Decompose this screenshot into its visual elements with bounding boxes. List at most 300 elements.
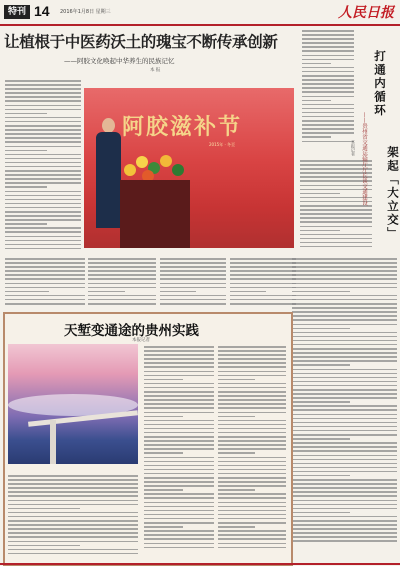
text-line bbox=[292, 487, 397, 489]
text-line bbox=[5, 186, 47, 188]
text-line bbox=[8, 541, 138, 543]
text-line bbox=[144, 371, 214, 373]
text-line bbox=[292, 266, 397, 268]
text-line bbox=[160, 299, 226, 301]
text-line bbox=[292, 369, 397, 371]
text-line bbox=[302, 91, 354, 93]
text-line bbox=[144, 379, 183, 381]
text-line bbox=[300, 238, 372, 240]
text-line bbox=[144, 399, 214, 401]
text-line bbox=[230, 299, 296, 301]
text-line bbox=[218, 440, 286, 442]
text-line bbox=[292, 520, 397, 522]
text-line bbox=[292, 446, 397, 448]
text-line bbox=[292, 401, 350, 403]
text-line bbox=[292, 360, 397, 362]
text-line bbox=[5, 199, 81, 201]
text-line bbox=[88, 291, 125, 293]
text-line bbox=[144, 432, 214, 434]
text-line bbox=[292, 483, 397, 485]
text-line bbox=[144, 530, 214, 532]
text-line bbox=[160, 266, 226, 268]
text-line bbox=[218, 538, 286, 540]
article-byline: 本报记者 bbox=[132, 338, 150, 343]
text-line bbox=[5, 278, 85, 280]
text-line bbox=[292, 426, 397, 428]
article-subtitle: ——贵州省交通运输厅厅长谈交通建设 bbox=[361, 112, 367, 206]
text-line bbox=[144, 457, 214, 459]
text-line bbox=[144, 514, 214, 516]
text-line bbox=[144, 407, 214, 409]
text-line bbox=[5, 266, 85, 268]
text-line bbox=[160, 270, 226, 272]
text-line bbox=[292, 377, 397, 379]
text-line bbox=[5, 150, 47, 152]
text-line bbox=[292, 332, 397, 334]
text-line bbox=[5, 113, 47, 115]
text-line bbox=[302, 67, 354, 69]
text-line bbox=[218, 420, 286, 422]
text-line bbox=[5, 137, 81, 139]
bridge-photo bbox=[8, 344, 138, 464]
text-line bbox=[292, 479, 397, 481]
text-line bbox=[144, 387, 214, 389]
section-tag: 特刊 bbox=[4, 5, 30, 19]
text-line bbox=[292, 405, 397, 407]
text-line bbox=[292, 414, 397, 416]
text-line bbox=[218, 387, 286, 389]
text-line bbox=[88, 266, 156, 268]
text-line bbox=[292, 389, 397, 391]
text-line bbox=[302, 120, 354, 122]
text-line bbox=[5, 121, 81, 123]
text-line bbox=[5, 274, 85, 276]
text-line bbox=[144, 346, 214, 348]
text-line bbox=[88, 303, 156, 305]
text-line bbox=[5, 92, 81, 94]
article-body-column bbox=[302, 30, 354, 145]
text-line bbox=[5, 158, 81, 160]
text-line bbox=[302, 46, 354, 48]
text-line bbox=[160, 303, 226, 305]
text-line bbox=[218, 366, 286, 368]
text-line bbox=[292, 385, 397, 387]
text-line bbox=[5, 117, 81, 119]
text-line bbox=[5, 295, 85, 297]
text-line bbox=[230, 278, 296, 280]
text-line bbox=[292, 291, 350, 293]
text-line bbox=[218, 375, 286, 377]
text-line bbox=[144, 518, 214, 520]
text-line bbox=[8, 479, 138, 481]
text-line bbox=[292, 504, 397, 506]
text-line bbox=[218, 424, 286, 426]
text-line bbox=[292, 512, 350, 514]
text-line bbox=[144, 461, 214, 463]
text-line bbox=[218, 518, 286, 520]
article-title-line1: 打通内循环 bbox=[373, 50, 387, 118]
text-line bbox=[5, 299, 85, 301]
text-line bbox=[8, 536, 138, 538]
text-line bbox=[292, 434, 397, 436]
text-line bbox=[218, 522, 286, 524]
text-line bbox=[302, 63, 331, 65]
text-line bbox=[292, 516, 397, 518]
article-subtitle: ——阿胶文化唤起中华养生的民族记忆 bbox=[64, 57, 175, 65]
banner-text: 阿胶滋补节 bbox=[122, 114, 243, 140]
text-line bbox=[292, 430, 397, 432]
text-line bbox=[218, 547, 286, 549]
text-line bbox=[218, 391, 286, 393]
text-line bbox=[5, 287, 85, 289]
text-line bbox=[302, 100, 331, 102]
text-line bbox=[218, 407, 286, 409]
text-line bbox=[144, 469, 214, 471]
text-line bbox=[292, 319, 397, 321]
text-line bbox=[5, 125, 81, 127]
text-line bbox=[88, 274, 156, 276]
article-body-column bbox=[292, 258, 397, 545]
text-line bbox=[218, 510, 286, 512]
text-line bbox=[292, 315, 397, 317]
article-body-column bbox=[5, 80, 81, 252]
event-photo bbox=[84, 88, 294, 248]
text-line bbox=[230, 270, 296, 272]
text-line bbox=[300, 230, 340, 232]
text-line bbox=[300, 193, 340, 195]
text-line bbox=[88, 299, 156, 301]
text-line bbox=[5, 262, 85, 264]
text-line bbox=[88, 295, 156, 297]
article-body-column bbox=[230, 258, 296, 307]
text-line bbox=[218, 485, 286, 487]
text-line bbox=[302, 108, 354, 110]
text-line bbox=[292, 340, 397, 342]
text-line bbox=[218, 412, 286, 414]
article-title-line2: 架起「大立交」 bbox=[386, 146, 400, 241]
text-line bbox=[5, 207, 81, 209]
speaker-figure bbox=[94, 118, 122, 228]
text-line bbox=[292, 344, 397, 346]
text-line bbox=[230, 283, 296, 285]
text-line bbox=[218, 428, 286, 430]
text-line bbox=[8, 495, 138, 497]
text-line bbox=[302, 128, 354, 130]
text-line bbox=[218, 481, 286, 483]
text-line bbox=[302, 141, 354, 143]
text-line bbox=[218, 346, 286, 348]
text-line bbox=[292, 283, 397, 285]
text-line bbox=[292, 262, 397, 264]
text-line bbox=[5, 182, 81, 184]
text-line bbox=[144, 383, 214, 385]
text-line bbox=[300, 234, 372, 236]
text-line bbox=[292, 373, 397, 375]
text-line bbox=[8, 475, 138, 477]
text-line bbox=[160, 278, 226, 280]
text-line bbox=[218, 473, 286, 475]
masthead-logo: 人民日报 bbox=[338, 5, 394, 21]
text-line bbox=[218, 452, 255, 454]
text-line bbox=[5, 162, 81, 164]
text-line bbox=[144, 428, 214, 430]
text-line bbox=[5, 303, 85, 305]
text-line bbox=[5, 178, 81, 180]
text-line bbox=[218, 465, 286, 467]
text-line bbox=[302, 96, 354, 98]
text-line bbox=[144, 440, 214, 442]
text-line bbox=[144, 538, 214, 540]
article-body-column bbox=[88, 258, 156, 307]
text-line bbox=[144, 375, 214, 377]
text-line bbox=[292, 455, 397, 457]
text-line bbox=[8, 508, 80, 510]
text-line bbox=[144, 424, 214, 426]
text-line bbox=[292, 442, 397, 444]
text-line bbox=[292, 495, 397, 497]
text-line bbox=[8, 553, 138, 555]
text-line bbox=[8, 545, 80, 547]
text-line bbox=[230, 262, 296, 264]
page-number: 14 bbox=[34, 3, 50, 19]
banner-subtext: 2015年 · 冬至 bbox=[209, 142, 235, 147]
text-line bbox=[292, 381, 397, 383]
text-line bbox=[292, 270, 397, 272]
text-line bbox=[144, 477, 214, 479]
text-line bbox=[302, 104, 354, 106]
text-line bbox=[5, 141, 81, 143]
text-line bbox=[218, 362, 286, 364]
text-line bbox=[144, 391, 214, 393]
text-line bbox=[302, 50, 354, 52]
article-title: 天堑变通途的贵州实践 bbox=[64, 323, 199, 339]
text-line bbox=[300, 226, 372, 228]
text-line bbox=[144, 403, 214, 405]
text-line bbox=[160, 291, 196, 293]
text-line bbox=[160, 287, 226, 289]
text-line bbox=[5, 240, 81, 242]
text-line bbox=[218, 432, 286, 434]
text-line bbox=[8, 549, 138, 551]
text-line bbox=[292, 299, 397, 301]
text-line bbox=[144, 493, 214, 495]
text-line bbox=[8, 512, 138, 514]
text-line bbox=[88, 278, 156, 280]
text-line bbox=[300, 209, 372, 211]
text-line bbox=[302, 30, 354, 32]
text-line bbox=[218, 444, 286, 446]
text-line bbox=[300, 221, 372, 223]
text-line bbox=[144, 497, 214, 499]
text-line bbox=[218, 502, 286, 504]
text-line bbox=[292, 459, 397, 461]
text-line bbox=[218, 399, 286, 401]
article-body-column bbox=[144, 346, 214, 551]
text-line bbox=[5, 191, 81, 193]
text-line bbox=[218, 383, 286, 385]
text-line bbox=[292, 393, 397, 395]
text-line bbox=[230, 274, 296, 276]
text-line bbox=[292, 467, 397, 469]
text-line bbox=[144, 412, 214, 414]
text-line bbox=[144, 350, 214, 352]
text-line bbox=[230, 258, 296, 260]
text-line bbox=[292, 422, 397, 424]
text-line bbox=[5, 174, 81, 176]
text-line bbox=[5, 96, 81, 98]
text-line bbox=[292, 536, 397, 538]
text-line bbox=[218, 514, 286, 516]
text-line bbox=[302, 132, 354, 134]
text-line bbox=[302, 124, 354, 126]
text-line bbox=[144, 358, 214, 360]
text-line bbox=[230, 287, 296, 289]
text-line bbox=[292, 532, 397, 534]
text-line bbox=[300, 217, 372, 219]
text-line bbox=[144, 481, 214, 483]
text-line bbox=[144, 366, 214, 368]
text-line bbox=[292, 450, 397, 452]
text-line bbox=[292, 475, 350, 477]
text-line bbox=[144, 444, 214, 446]
text-line bbox=[144, 448, 214, 450]
text-line bbox=[218, 350, 286, 352]
text-line bbox=[300, 246, 372, 248]
text-line bbox=[144, 526, 183, 528]
text-line bbox=[144, 436, 214, 438]
text-line bbox=[8, 483, 138, 485]
text-line bbox=[5, 100, 81, 102]
text-line bbox=[292, 397, 397, 399]
text-line bbox=[8, 500, 138, 502]
text-line bbox=[5, 146, 81, 148]
text-line bbox=[8, 532, 138, 534]
text-line bbox=[218, 477, 286, 479]
text-line bbox=[144, 465, 214, 467]
text-line bbox=[302, 71, 354, 73]
text-line bbox=[302, 55, 354, 57]
text-line bbox=[5, 84, 81, 86]
article-title: 让植根于中医药沃土的瑰宝不断传承创新 bbox=[4, 32, 278, 51]
text-line bbox=[144, 547, 214, 549]
text-line bbox=[144, 522, 214, 524]
text-line bbox=[292, 500, 397, 502]
text-line bbox=[302, 42, 354, 44]
text-line bbox=[292, 524, 397, 526]
text-line bbox=[292, 295, 397, 297]
text-line bbox=[5, 219, 81, 221]
text-line bbox=[160, 274, 226, 276]
text-line bbox=[302, 87, 354, 89]
dateline: 2016年1月8日 星期三 bbox=[60, 9, 111, 15]
bridge-pier bbox=[50, 420, 56, 464]
text-line bbox=[218, 506, 286, 508]
text-line bbox=[88, 287, 156, 289]
text-line bbox=[292, 348, 397, 350]
text-line bbox=[218, 530, 286, 532]
podium bbox=[120, 180, 190, 248]
text-line bbox=[218, 354, 286, 356]
text-line bbox=[292, 274, 397, 276]
text-line bbox=[160, 283, 226, 285]
text-line bbox=[8, 504, 138, 506]
text-line bbox=[8, 491, 138, 493]
text-line bbox=[88, 270, 156, 272]
text-line bbox=[300, 213, 372, 215]
text-line bbox=[218, 493, 286, 495]
text-line bbox=[230, 295, 296, 297]
text-line bbox=[5, 105, 81, 107]
text-line bbox=[302, 136, 331, 138]
text-line bbox=[292, 336, 397, 338]
text-line bbox=[218, 461, 286, 463]
text-line bbox=[292, 258, 397, 260]
text-line bbox=[218, 416, 255, 418]
text-line bbox=[5, 170, 81, 172]
text-line bbox=[144, 473, 214, 475]
text-line bbox=[230, 303, 296, 305]
text-line bbox=[292, 307, 397, 309]
text-line bbox=[5, 80, 81, 82]
text-line bbox=[218, 358, 286, 360]
text-line bbox=[292, 528, 397, 530]
text-line bbox=[144, 416, 183, 418]
text-line bbox=[8, 528, 138, 530]
article-byline: 本 报 bbox=[150, 68, 161, 73]
text-line bbox=[292, 328, 350, 330]
text-line bbox=[292, 324, 397, 326]
text-line bbox=[5, 88, 81, 90]
text-line bbox=[5, 203, 81, 205]
text-line bbox=[292, 303, 397, 305]
text-line bbox=[5, 231, 81, 233]
text-line bbox=[302, 38, 354, 40]
text-line bbox=[5, 211, 81, 213]
text-line bbox=[160, 262, 226, 264]
text-line bbox=[88, 262, 156, 264]
text-line bbox=[144, 502, 214, 504]
article-body-column bbox=[8, 475, 138, 557]
text-line bbox=[5, 244, 81, 246]
article-body-column bbox=[218, 346, 286, 551]
article-body-column bbox=[5, 258, 85, 307]
text-line bbox=[144, 489, 183, 491]
text-line bbox=[5, 195, 81, 197]
text-line bbox=[160, 295, 226, 297]
text-line bbox=[5, 166, 81, 168]
text-line bbox=[5, 109, 81, 111]
text-line bbox=[160, 258, 226, 260]
text-line bbox=[5, 270, 85, 272]
text-line bbox=[292, 438, 350, 440]
text-line bbox=[230, 266, 296, 268]
text-line bbox=[5, 215, 81, 217]
text-line bbox=[144, 534, 214, 536]
text-line bbox=[5, 291, 49, 293]
text-line bbox=[5, 133, 81, 135]
text-line bbox=[5, 248, 81, 250]
text-line bbox=[8, 516, 138, 518]
article-byline: 本报记者 bbox=[351, 140, 356, 156]
text-line bbox=[144, 452, 183, 454]
text-line bbox=[218, 497, 286, 499]
text-line bbox=[88, 283, 156, 285]
text-line bbox=[5, 129, 81, 131]
text-line bbox=[144, 420, 214, 422]
text-line bbox=[292, 491, 397, 493]
text-line bbox=[300, 242, 372, 244]
text-line bbox=[144, 395, 214, 397]
